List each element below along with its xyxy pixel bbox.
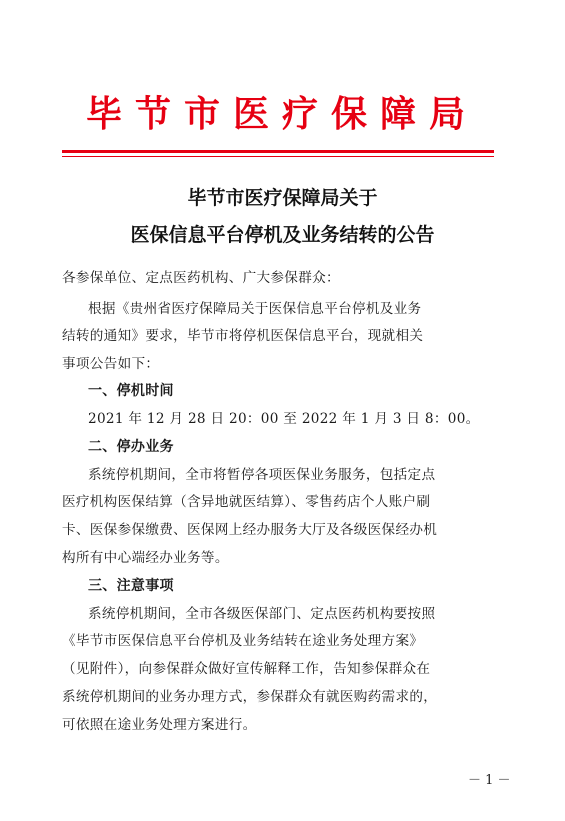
section-line: 2021 年 12 月 28 日 20：00 至 2022 年 1 月 3 日 8：00。 — [88, 411, 480, 427]
section-heading-suspended-services: 二、停办业务 — [88, 439, 174, 455]
section-line: 医疗机构医保结算（含异地就医结算）、零售药店个人账户刷 — [62, 494, 431, 510]
intro-line: 事项公告如下： — [62, 356, 160, 372]
section-heading-downtime: 一、停机时间 — [88, 383, 174, 399]
section-line: （见附件），向参保群众做好宣传解释工作，告知参保群众在 — [62, 661, 431, 677]
salutation: 各参保单位、定点医药机构、广大参保群众： — [62, 270, 340, 286]
section-line: 可依照在途业务处理方案进行。 — [62, 717, 257, 733]
section-line: 构所有中心端经办业务等。 — [62, 550, 229, 566]
masthead-title: 毕节市医疗保障局 — [85, 93, 478, 135]
section-heading-notes: 三、注意事项 — [88, 578, 174, 594]
notice-title-line-2: 医保信息平台停机及业务结转的公告 — [130, 224, 435, 246]
section-line: 系统停机期间，全市将暂停各项医保业务服务，包括定点 — [88, 467, 436, 483]
intro-line: 结转的通知》要求，毕节市将停机医保信息平台，现就相关 — [62, 328, 424, 344]
section-line: 卡、医保参保缴费、医保网上经办服务大厅及各级医保经办机 — [62, 522, 438, 538]
intro-line: 根据《贵州省医疗保障局关于医保信息平台停机及业务 — [88, 301, 422, 317]
masthead-rule-thin — [62, 156, 494, 157]
section-line: 系统停机期间的业务办理方式，参保群众有就医购药需求的， — [62, 689, 438, 705]
section-line: 《毕节市医保信息平台停机及业务结转在途业务处理方案》 — [62, 633, 424, 649]
masthead-rule-thick — [62, 150, 494, 153]
page-number: － 1 － — [468, 773, 511, 788]
notice-title-line-1: 毕节市医疗保障局关于 — [187, 187, 378, 209]
section-line: 系统停机期间，全市各级医保部门、定点医药机构要按照 — [88, 606, 436, 622]
